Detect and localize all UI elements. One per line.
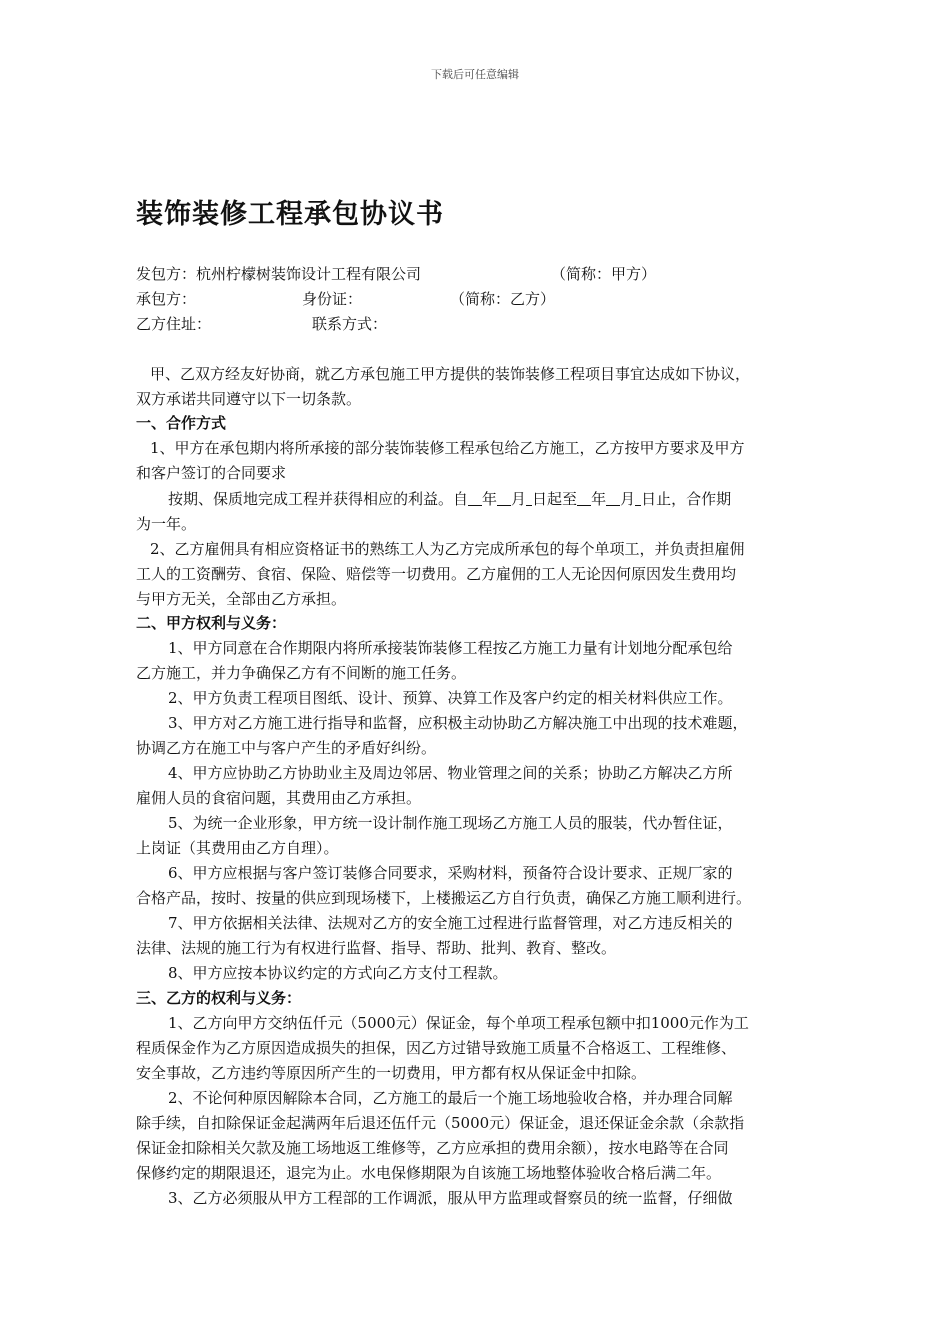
section-heading: 一、合作方式	[136, 414, 227, 432]
section-heading: 二、甲方权利与义务：	[136, 614, 287, 632]
address-label: 乙方住址：	[136, 315, 212, 333]
page-header-note: 下载后可任意编辑	[431, 68, 519, 81]
address-line	[136, 314, 388, 334]
paragraph-line: 4、甲方应协助乙方协助业主及周边邻居、物业管理之间的关系；协助乙方解决乙方所	[168, 764, 733, 782]
paragraph-line: 1、甲方同意在合作期限内将所承接装饰装修工程按乙方施工力量有计划地分配承包给	[168, 639, 733, 657]
paragraph-line: 协调乙方在施工中与客户产生的矛盾好纠纷。	[136, 739, 437, 757]
period-text: 年	[482, 490, 498, 508]
id-label: 身份证：	[302, 290, 363, 308]
subcontractor-short: （简称：乙方）	[450, 290, 556, 308]
paragraph-line: 乙方施工，并力争确保乙方有不间断的施工任务。	[136, 664, 467, 682]
period-text: 月	[511, 490, 527, 508]
blank-field	[497, 491, 511, 506]
document-title: 装饰装修工程承包协议书	[136, 199, 444, 230]
paragraph-line: 和客户签订的合同要求	[136, 464, 287, 482]
paragraph-line: 7、甲方依据相关法律、法规对乙方的安全施工过程进行监督管理，对乙方违反相关的	[168, 914, 733, 932]
blank-field	[468, 491, 482, 506]
paragraph-line: 3、甲方对乙方施工进行指导和监督，应积极主动协助乙方解决施工中出现的技术难题，	[168, 714, 748, 732]
cooperation-period-line	[168, 489, 731, 509]
period-text: 年	[591, 490, 607, 508]
paragraph-line: 保证金扣除相关欠款及施工场地返工维修等，乙方应承担的费用余额），按水电路等在合同	[136, 1139, 729, 1157]
paragraph-line: 保修约定的期限退还，退完为止。水电保修期限为自该施工场地整体验收合格后满二年。	[136, 1164, 722, 1182]
period-text: 日起至	[532, 490, 578, 508]
contractor-short: （简称：甲方）	[551, 265, 657, 283]
section-heading: 三、乙方的权利与义务：	[136, 989, 302, 1007]
paragraph-line: 为一年。	[136, 515, 197, 533]
paragraph-line: 1、乙方向甲方交纳伍仟元（5000元）保证金，每个单项工程承包额中扣1000元作为工	[168, 1014, 749, 1032]
paragraph-line: 5、为统一企业形象，甲方统一设计制作施工现场乙方施工人员的服装，代办暂住证，	[168, 814, 733, 832]
contact-label: 联系方式：	[312, 315, 388, 333]
period-text: 月	[620, 490, 636, 508]
paragraph-line: 除手续，自扣除保证金起满两年后退还伍仟元（5000元）保证金，退还保证金余款（余款指	[136, 1114, 745, 1132]
paragraph-line: 法律、法规的施工行为有权进行监督、指导、帮助、批判、教育、整改。	[136, 939, 617, 957]
subcontractor-line	[136, 289, 556, 309]
paragraph-line: 雇佣人员的食宿问题，其费用由乙方承担。	[136, 789, 422, 807]
contractor-line	[136, 264, 657, 284]
paragraph-line: 工人的工资酬劳、食宿、保险、赔偿等一切费用。乙方雇佣的工人无论因何原因发生费用均	[136, 565, 737, 583]
paragraph-line: 程质保金作为乙方原因造成损失的担保，因乙方过错导致施工质量不合格返工、工程维修、	[136, 1039, 737, 1057]
intro-line: 双方承诺共同遵守以下一切条款。	[136, 390, 362, 408]
paragraph-line: 2、乙方雇佣具有相应资格证书的熟练工人为乙方完成所承包的每个单项工，并负责担雇佣	[150, 540, 745, 558]
paragraph-line: 与甲方无关，全部由乙方承担。	[136, 590, 347, 608]
paragraph-line: 上岗证（其费用由乙方自理）。	[136, 839, 339, 857]
paragraph-line: 2、不论何种原因解除本合同，乙方施工的最后一个施工场地验收合格，并办理合同解	[168, 1089, 733, 1107]
period-text: 日止，合作期	[641, 490, 732, 508]
intro-line: 甲、乙双方经友好协商，就乙方承包施工甲方提供的装饰装修工程项目事宜达成如下协议，	[150, 365, 751, 383]
blank-field	[577, 491, 591, 506]
blank-field	[606, 491, 620, 506]
paragraph-line: 8、甲方应按本协议约定的方式向乙方支付工程款。	[168, 964, 508, 982]
paragraph-line: 6、甲方应根据与客户签订装修合同要求，采购材料，预备符合设计要求、正规厂家的	[168, 864, 733, 882]
contractor-label: 发包方：杭州柠檬树装饰设计工程有限公司	[136, 265, 422, 283]
period-text: 按期、保质地完成工程并获得相应的利益。自	[168, 490, 469, 508]
paragraph-line: 3、乙方必须服从甲方工程部的工作调派，服从甲方监理或督察员的统一监督，仔细做	[168, 1189, 733, 1207]
paragraph-line: 合格产品，按时、按量的供应到现场楼下，上楼搬运乙方自行负责，确保乙方施工顺利进行。	[136, 889, 752, 907]
subcontractor-label: 承包方：	[136, 290, 197, 308]
paragraph-line: 安全事故，乙方违约等原因所产生的一切费用，甲方都有权从保证金中扣除。	[136, 1064, 647, 1082]
paragraph-line: 2、甲方负责工程项目图纸、设计、预算、决算工作及客户约定的相关材料供应工作。	[168, 689, 733, 707]
paragraph-line: 1、甲方在承包期内将所承接的部分装饰装修工程承包给乙方施工，乙方按甲方要求及甲方	[150, 439, 745, 457]
